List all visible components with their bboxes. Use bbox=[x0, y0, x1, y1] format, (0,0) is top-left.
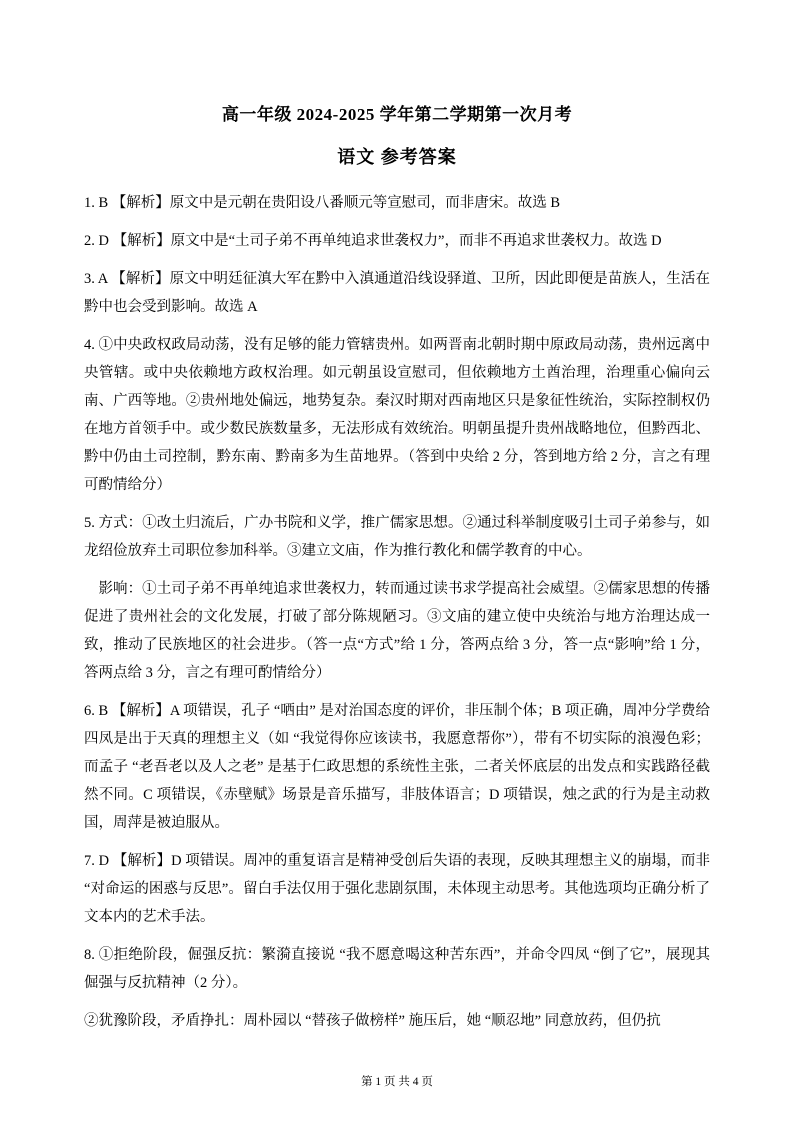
answer-item-6: 6. B 【解析】A 项错误，孔子 “哂由” 是对治国态度的评价，非压制个体；B 项正确，周冲分学费给四凤是出于天真的理想主义（如 “我觉得你应该读书，我愿意帮你”），带有不切实际的浪漫色彩；而孟子 “老吾老以及人之老” 是基于仁政思想的系统性主张，二者关怀底层的出发点和实践路径截然不同。C 项错误，《赤壁赋》场景是音乐描写，非肢体语言；D 项错误，烛之武的行为是主动救国，周萍是被迫服从。 bbox=[84, 703, 710, 831]
answer-item-1: 1. B 【解析】原文中是元朝在贵阳设八番顺元等宣慰司，而非唐宋。故选 B bbox=[84, 195, 561, 211]
answer-item-8-part2: ②犹豫阶段，矛盾挣扎：周朴园以 “替孩子做榜样” 施压后，她 “顺忍地” 同意放药，但仍抗 bbox=[84, 1013, 661, 1029]
page-number-footer: 第 1 页 共 4 页 bbox=[361, 1076, 433, 1088]
answer-item-5-method: 5. 方式：①改土归流后，广办书院和义学，推广儒家思想。②通过科举制度吸引土司子弟参与，如龙绍俭放弃土司职位参加科举。③建立文庙，作为推行教化和儒学教育的中心。 bbox=[84, 515, 710, 559]
answer-item-7: 7. D 【解析】D 项错误。周冲的重复语言是精神受创后失语的表现，反映其理想主义的崩塌，而非 “对命运的困惑与反思”。留白手法仅用于强化悲剧氛围，未体现主动思考。其他选项均正确分析了文本内的艺术手法。 bbox=[84, 853, 710, 925]
answer-item-3: 3. A 【解析】原文中明廷征滇大军在黔中入滇通道沿线设驿道、卫所，因此即便是苗族人，生活在黔中也会受到影响。故选 A bbox=[84, 271, 710, 315]
answer-item-2: 2. D 【解析】原文中是“土司子弟不再单纯追求世袭权力”，而非不再追求世袭权力。故选 D bbox=[84, 233, 662, 249]
answer-item-8-part1: 8. ①拒绝阶段，倔强反抗：繁漪直接说 “我不愿意喝这种苦东西”，并命令四凤 “倒了它”，展现其倔强与反抗精神（2 分）。 bbox=[84, 947, 710, 991]
document-title: 高一年级 2024-2025 学年第二学期第一次月考 bbox=[221, 105, 573, 124]
answer-key-body bbox=[84, 189, 710, 1035]
document-subtitle: 语文 参考答案 bbox=[337, 147, 457, 167]
answer-item-5-impact: 影响：①土司子弟不再单纯追求世袭权力，转而通过读书求学提高社会威望。②儒家思想的传播促进了贵州社会的文化发展，打破了部分陈规陋习。③文庙的建立使中央统治与地方治理达成一致，推动了民族地区的社会进步。（答一点“方式”给 1 分，答两点给 3 分，答一点“影响”给 1 分，答两点给 3 分，言之有理可酌情给分） bbox=[84, 581, 710, 681]
answer-item-4: 4. ①中央政权政局动荡，没有足够的能力管辖贵州。如两晋南北朝时期中原政局动荡，贵州远离中央管辖。或中央依赖地方政权治理。如元朝虽设宣慰司，但依赖地方土酋治理，治理重心偏向云南、广西等地。②贵州地处偏远，地势复杂。秦汉时期对西南地区只是象征性统治，实际控制权仍在地方首领手中。或少数民族数量多，无法形成有效统治。明朝虽提升贵州战略地位，但黔西北、黔中仍由土司控制，黔东南、黔南多为生苗地界。（答到中央给 2 分，答到地方给 2 分，言之有理可酌情给分） bbox=[84, 337, 710, 493]
